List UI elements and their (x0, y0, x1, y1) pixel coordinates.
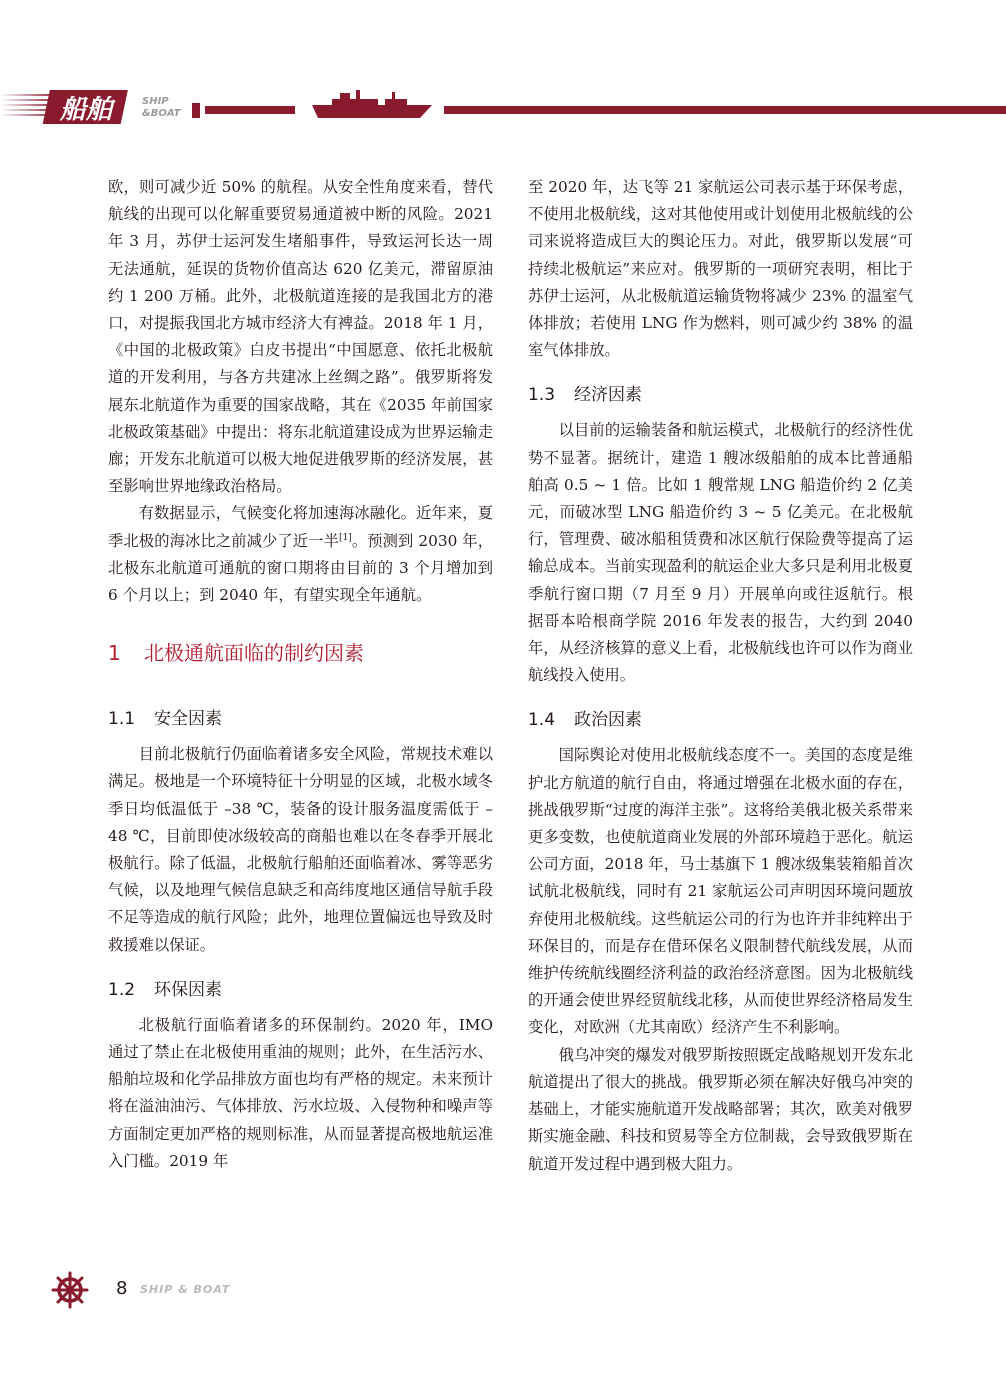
right-column (528, 174, 913, 1178)
paragraph: 以目前的运输装备和航运模式，北极航行的经济性优势不显著。据统计，建造 1 艘冰级船舶的成本比普通船舶高 0.5 ~ 1 倍。比如 1 艘常规 LNG 船造价约 2 亿美元，而破冰型 LNG 船造价约 3 ~ 5 亿美元。在北极航行，管理费、破冰船租赁费和冰区航行保险费等提高了运输总成本。当前实现盈利的航运企业大多只是利用北极夏季航行窗口期（7 月至 9 月）开展单向或往返航行。根据哥本哈根商学院 2016 年发表的报告，大约到 2040 年，从经济核算的意义上看，北极航线也许可以作为商业航线投入使用。 (528, 421, 913, 685)
subsection-heading (528, 380, 913, 405)
logo-text-cn: 船舶 (60, 95, 113, 125)
header-banner (0, 80, 1006, 130)
ship-icon (312, 90, 432, 118)
left-column (108, 174, 493, 1175)
subsection-number: 1.1 (108, 709, 136, 730)
header-rule-left (205, 106, 295, 114)
logo-text-en-1: SHIP (142, 96, 169, 107)
paragraph: 欧，则可减少近 50% 的航程。从安全性角度来看，替代航线的出现可以化解重要贸易通道被中断的风险。2021 年 3 月，苏伊士运河发生堵船事件，导致运河长达一周无法通航，延误的货物价值高达 620 亿美元，滞留原油约 1 200 万桶。此外，北极航道连接的是我国北方的港口，对提振我国北方城市经济大有裨益。2018 年 1 月，《中国的北极政策》白皮书提出“中国愿意、依托北极航道的开发利用，与各方共建冰上丝绸之路”。俄罗斯将发展东北航道作为重要的国家战略，其在《2035 年前国家北极政策基础》中提出：将东北航道建设成为世界运输走廊；开发东北航道可以极大地促进俄罗斯的经济发展，甚至影响世界地缘政治格局。 (108, 178, 493, 496)
section-heading (108, 637, 493, 666)
subsection-heading (108, 704, 493, 729)
subsection-number: 1.3 (528, 385, 556, 406)
magazine-name: SHIP & BOAT (140, 1283, 231, 1296)
subsection-number: 1.2 (108, 979, 136, 1000)
subsection-title: 经济因素 (574, 385, 642, 406)
ship-wheel-icon (50, 1270, 90, 1310)
section-number: 1 (108, 641, 121, 666)
subsection-title: 环保因素 (154, 979, 222, 1000)
subsection-heading (108, 975, 493, 1000)
subsection-heading (528, 705, 913, 730)
paragraph (108, 500, 493, 609)
page-number: 8 (116, 1278, 128, 1299)
subsection-title: 政治因素 (574, 710, 642, 731)
paragraph-text: 。预测到 2030 年，北极东北航道可通航的窗口期将由目前的 3 个月增加到 6 个月以上；到 2040 年，有望实现全年通航。 (108, 531, 493, 605)
citation-ref: [1] (338, 532, 352, 543)
page-header (0, 80, 1006, 130)
section-title: 北极通航面临的制约因素 (144, 641, 364, 666)
subsection-title: 安全因素 (154, 709, 222, 730)
subsection-number: 1.4 (528, 710, 556, 731)
paragraph-text: 有数据显示，气候变化将加速海冰融化。近年来，夏季北极的海冰比之前减少了近一半 (108, 504, 493, 550)
header-rule-right (444, 106, 1006, 114)
logo-text-en-2: &BOAT (142, 108, 181, 119)
page-footer (50, 1270, 350, 1314)
paragraph: 北极航行面临着诸多的环保制约。2020 年，IMO 通过了禁止在北极使用重油的规则；此外，在生活污水、船舶垃圾和化学品排放方面也均有严格的规定。未来预计将在溢油油污、气体排放、污水垃圾、入侵物种和噪声等方面制定更加严格的规则标准，从而显著提高极地航运准入门槛。2019 年 (108, 1015, 493, 1170)
paragraph: 俄乌冲突的爆发对俄罗斯按照既定战略规划开发东北航道提出了很大的挑战。俄罗斯必须在解决好俄乌冲突的基础上，才能实施航道开发战略部署；其次，欧美对俄罗斯实施金融、科技和贸易等全方位制裁，会导致俄罗斯在航道开发过程中遇到极大阻力。 (528, 1045, 913, 1173)
paragraph: 至 2020 年，达飞等 21 家航运公司表示基于环保考虑，不使用北极航线，这对其他使用或计划使用北极航线的公司来说将造成巨大的舆论压力。对此，俄罗斯以发展“可持续北极航运”来应对。俄罗斯的一项研究表明，相比于苏伊士运河，从北极航道运输货物将减少 23% 的温室气体排放；若使用 LNG 作为燃料，则可减少约 38% 的温室气体排放。 (528, 178, 913, 360)
paragraph: 国际舆论对使用北极航线态度不一。美国的态度是维护北方航道的航行自由，将通过增强在北极水面的存在，挑战俄罗斯“过度的海洋主张”。这将给美俄北极关系带来更多变数，也使航道商业发展的外部环境趋于恶化。航运公司方面，2018 年，马士基旗下 1 艘冰级集装箱船首次试航北极航线，同时有 21 家航运公司声明因环境问题放弃使用北极航线。这些航运公司的行为也许并非纯粹出于环保目的，而是存在借环保名义限制替代航线发展，从而维护传统航线圈经济利益的政治经济意图。因为北极航线的开通会使世界经贸航线北移，从而使世界经济格局发生变化，对欧洲（尤其南欧）经济产生不利影响。 (528, 746, 913, 1037)
paragraph: 目前北极航行仍面临着诸多安全风险，常规技术难以满足。极地是一个环境特征十分明显的区域，北极水域冬季日均低温低于 –38 ℃，装备的设计服务温度需低于 –48 ℃，目前即使冰级较高的商船也难以在冬春季开展北极航行。除了低温，北极航行船舶还面临着冰、雾等恶劣气候，以及地理气候信息缺乏和高纬度地区通信导航手段不足等造成的航行风险；此外，地理位置偏远也导致及时救援难以保证。 (108, 745, 493, 954)
